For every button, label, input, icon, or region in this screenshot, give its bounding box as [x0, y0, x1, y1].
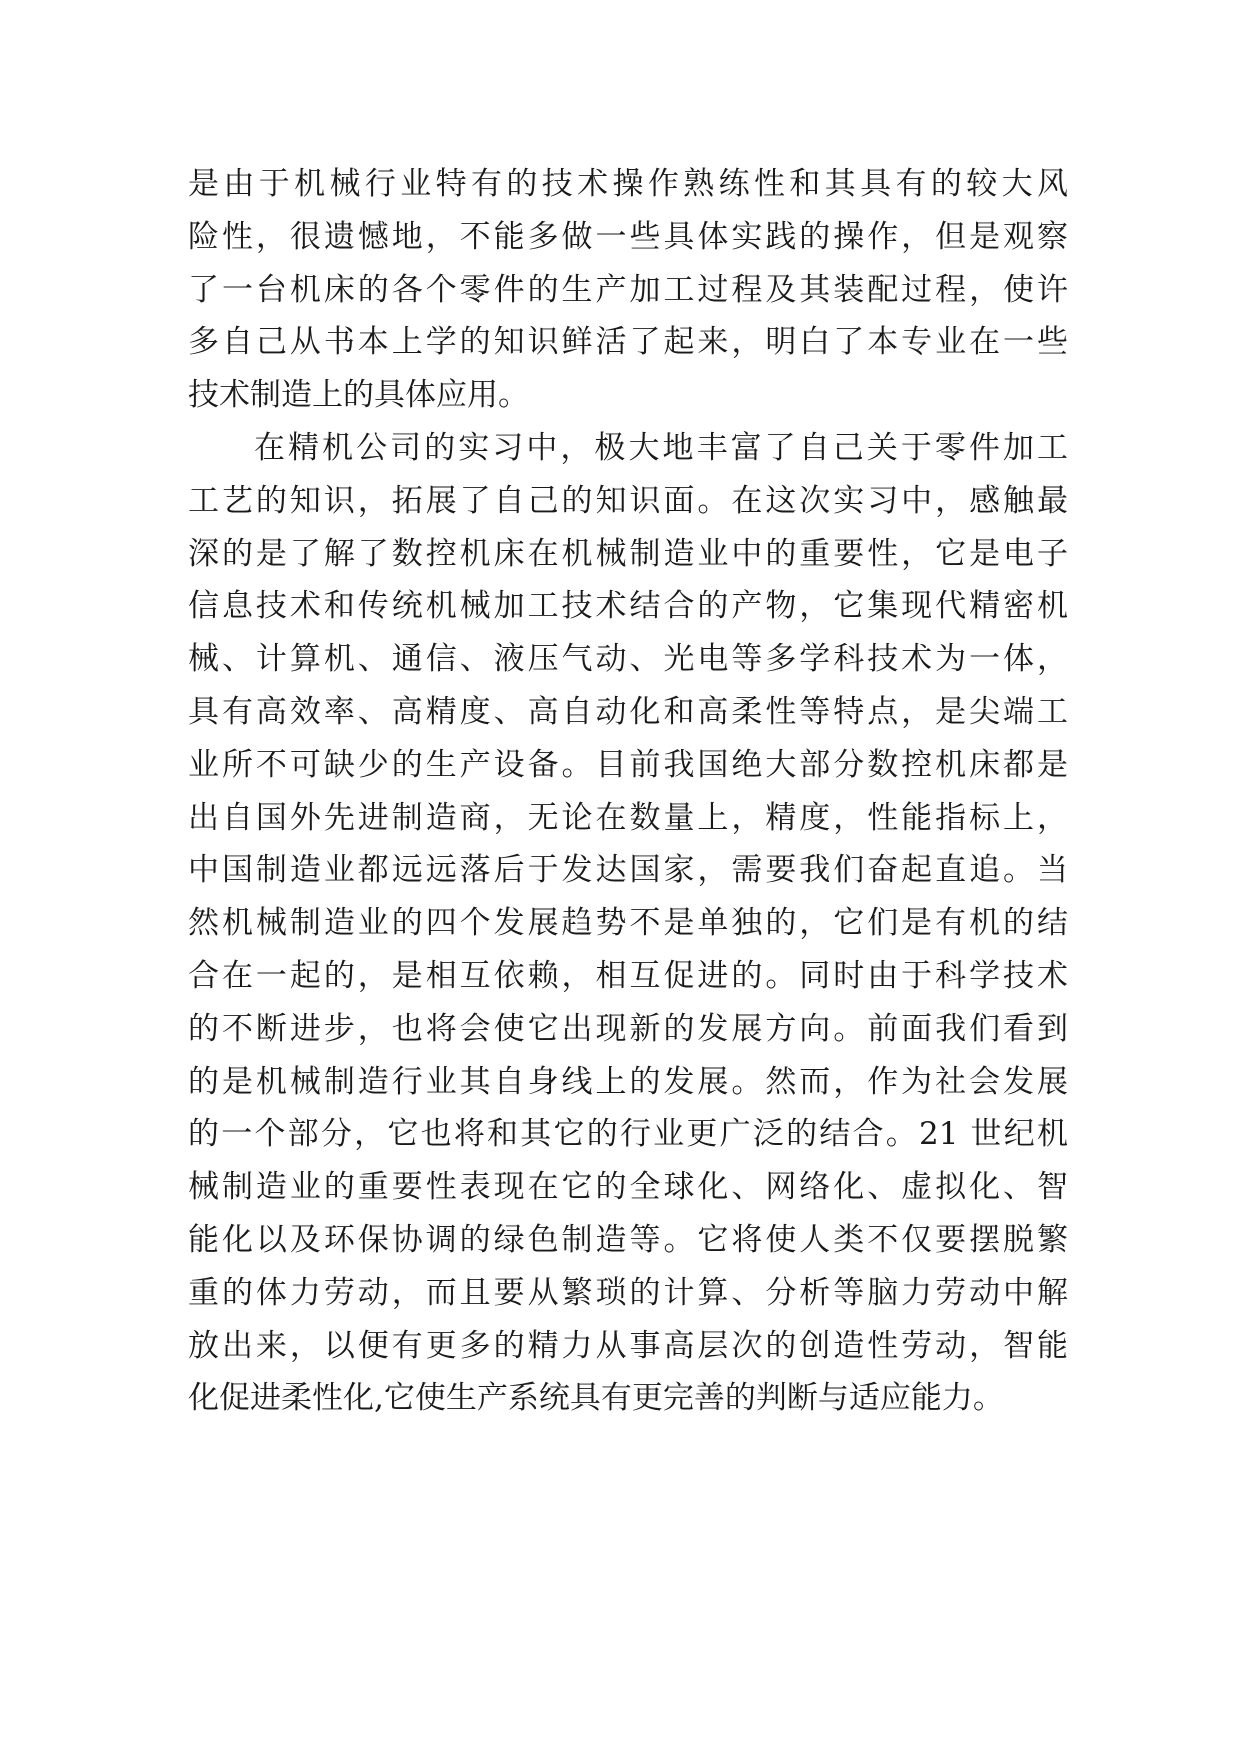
text-line: 在精机公司的实习中，极大地丰富了自己关于零件加工: [254, 429, 1068, 466]
text-line: 合在一起的，是相互依赖，相互促进的。同时由于科学技术: [188, 957, 1068, 994]
paragraph: [188, 158, 1068, 422]
text-line: 出自国外先进制造商，无论在数量上，精度，性能指标上，: [188, 799, 1068, 836]
text-line: 具有高效率、高精度、高自动化和高柔性等特点，是尖端工: [188, 693, 1068, 730]
text-line: 化促进柔性化,它使生产系统具有更完善的判断与适应能力。: [188, 1380, 1004, 1417]
text-line: 放出来，以便有更多的精力从事高层次的创造性劳动，智能: [188, 1327, 1068, 1364]
text-line: 了一台机床的各个零件的生产加工过程及其装配过程，使许: [188, 271, 1068, 308]
text-line: 技术制造上的具体应用。: [188, 377, 529, 414]
text-line: 工艺的知识，拓展了自己的知识面。在这次实习中，感触最: [188, 482, 1068, 519]
text-line: 能化以及环保协调的绿色制造等。它将使人类不仅要摆脱繁: [188, 1221, 1068, 1258]
text-line: 的是机械制造行业其自身线上的发展。然而，作为社会发展: [188, 1063, 1068, 1100]
text-line: 险性，很遗憾地，不能多做一些具体实践的操作，但是观察: [188, 218, 1068, 255]
text-line: 业所不可缺少的生产设备。目前我国绝大部分数控机床都是: [188, 746, 1068, 783]
text-line: 重的体力劳动，而且要从繁琐的计算、分析等脑力劳动中解: [188, 1274, 1068, 1311]
text-line: 深的是了解了数控机床在机械制造业中的重要性，它是电子: [188, 535, 1068, 572]
text-line: 的不断进步，也将会使它出现新的发展方向。前面我们看到: [188, 1010, 1068, 1047]
body-text: [188, 158, 1068, 1425]
text-line: 的一个部分，它也将和其它的行业更广泛的结合。21 世纪机: [188, 1116, 1068, 1153]
text-line: 信息技术和传统机械加工技术结合的产物，它集现代精密机: [188, 588, 1068, 625]
text-line: 是由于机械行业特有的技术操作熟练性和其具有的较大风: [188, 166, 1068, 202]
text-line: 然机械制造业的四个发展趋势不是单独的，它们是有机的结: [188, 905, 1068, 942]
text-line: 中国制造业都远远落后于发达国家，需要我们奋起直追。当: [188, 852, 1068, 889]
text-line: 多自己从书本上学的知识鲜活了起来，明白了本专业在一些: [188, 324, 1068, 361]
paragraph: [188, 422, 1068, 1425]
text-line: 械制造业的重要性表现在它的全球化、网络化、虚拟化、智: [188, 1169, 1068, 1206]
text-line: 械、计算机、通信、液压气动、光电等多学科技术为一体，: [188, 641, 1068, 678]
